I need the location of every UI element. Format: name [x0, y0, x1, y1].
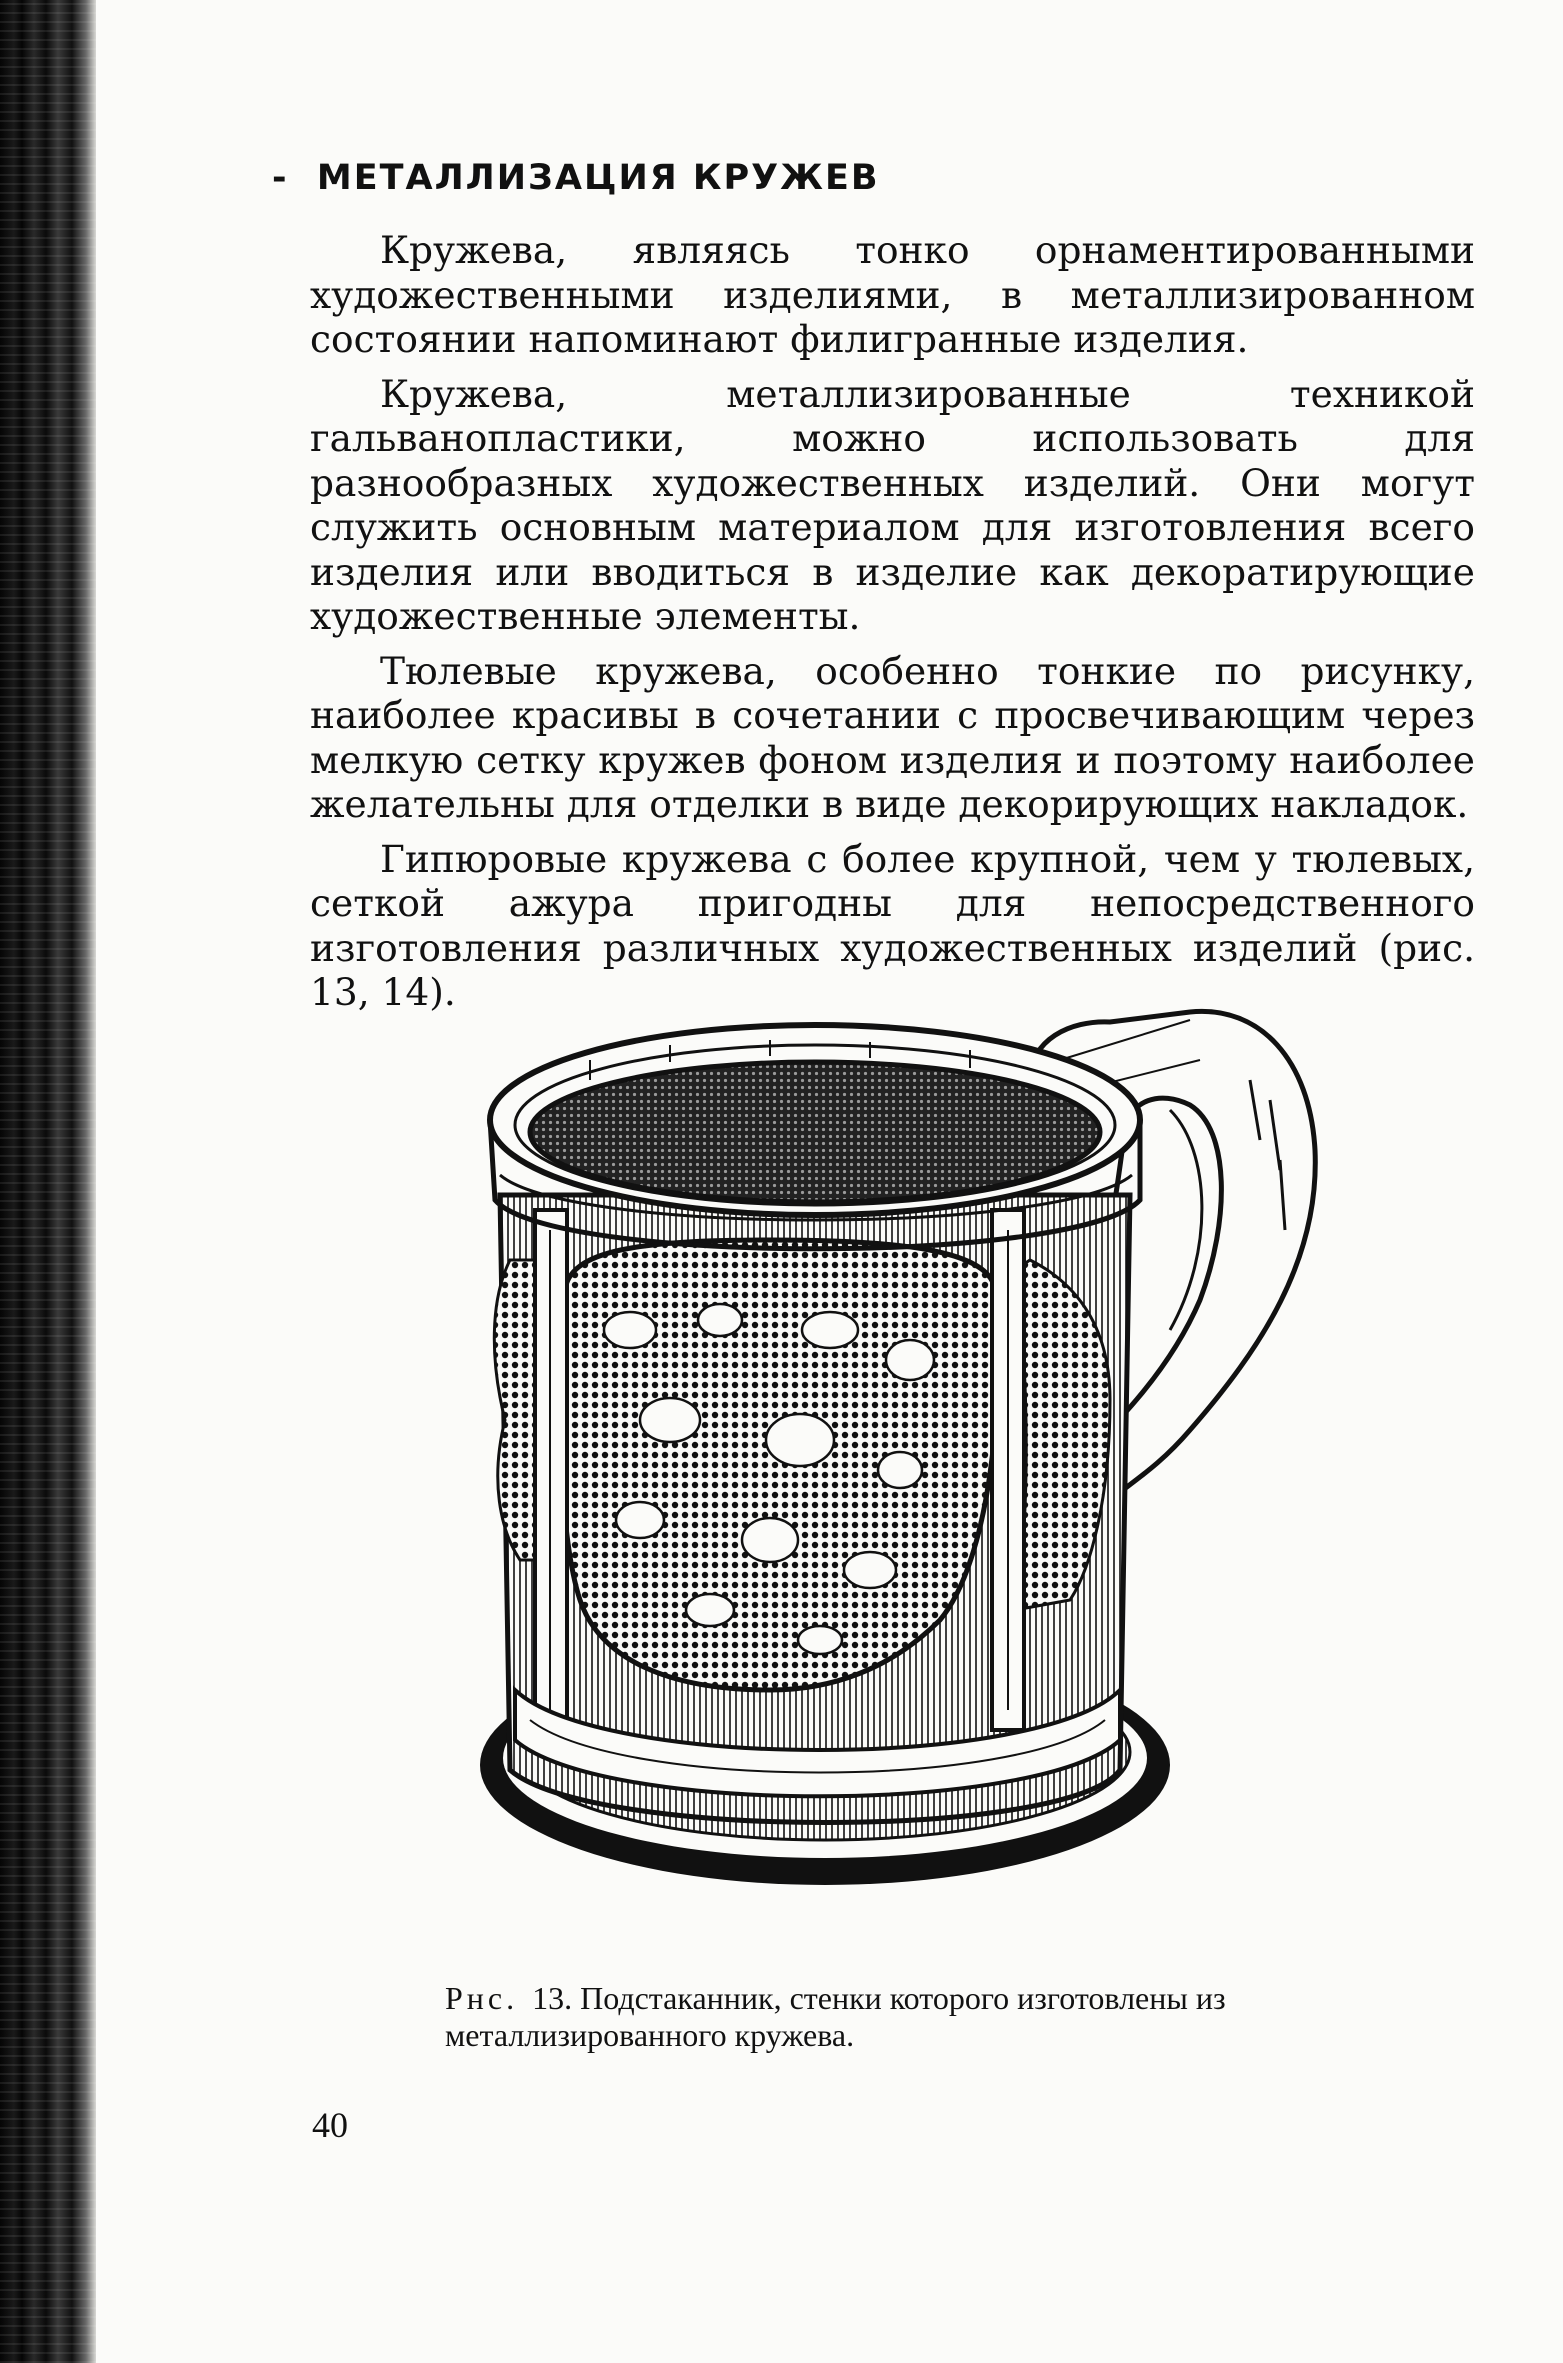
- figure-caption: [445, 1980, 1305, 2054]
- book-binding-edge: [0, 0, 96, 2363]
- paragraph-3: Тюлевые кружева, особенно тонкие по рисунку, наиболее красивы в сочетании с просвечивающим через мелкую сетку кружев фоном изделия и поэтому наиболее желательны для отделки в виде декорирующих накладок.: [310, 648, 1475, 826]
- paragraph-1: Кружева, являясь тонко орнаментированными художественными изделиями, в металлизированном состоянии напоминают филигранные изделия.: [310, 228, 1475, 361]
- caption-label: Рнс.: [445, 1980, 519, 2016]
- tea-glass-holder-icon: [470, 1000, 1350, 1920]
- heading-title: МЕТАЛЛИЗАЦИЯ КРУЖЕВ: [316, 158, 880, 198]
- heading-dash: -: [272, 158, 289, 198]
- page-number: 40: [312, 2105, 348, 2145]
- paragraph-4: Гипюровые кружева с более крупной, чем у тюлевых, сеткой ажура пригодны для непосредственного изготовления различных художественных изделий (рис. 13, 14).: [310, 836, 1475, 1014]
- body-text: [310, 228, 1475, 1025]
- caption-text: 13. Подстаканник, стенки которого изготовлены из металлизированного кружева.: [445, 1980, 1226, 2053]
- section-heading: [272, 158, 880, 198]
- tea-glass-holder-illustration: [470, 1000, 1350, 1920]
- paragraph-2: Кружева, металлизированные техникой гальванопластики, можно использовать для разнообразных художественных изделий. Они могут служить основным материалом для изготовления всего изделия или вводиться в изделие как декоратирующие художественные элементы.: [310, 371, 1475, 638]
